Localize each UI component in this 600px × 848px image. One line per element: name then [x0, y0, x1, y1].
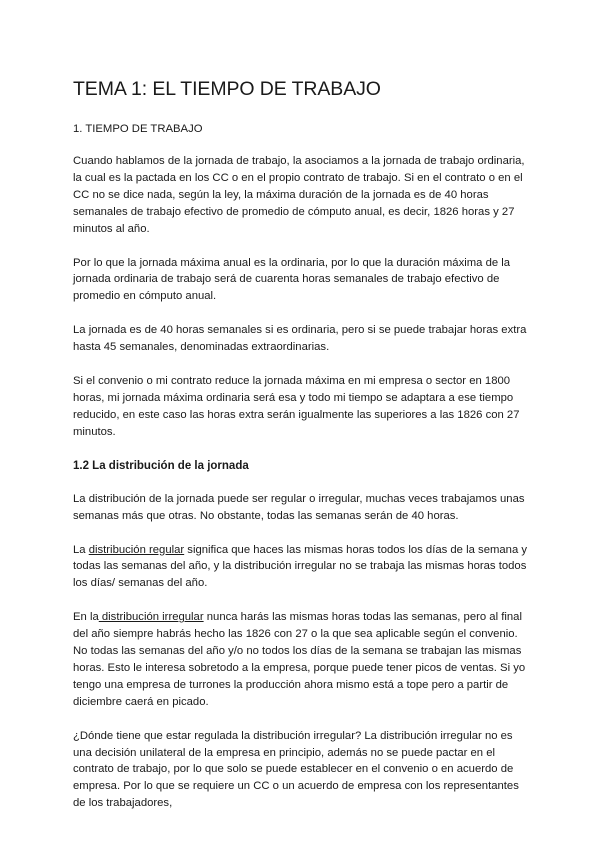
text-span: La	[73, 543, 89, 556]
text-span: nunca harás las mismas horas todas las semanas, pero al final del año siempre habrás hecho las 1826 con 27 o la que sea aplicable según el convenio. No todas las semanas del año y/o no todos los días de la semana se trabajan las mismas horas. Esto le interesa sobretodo a la empresa, porque puede tener picos de ventas. Si yo tengo una empresa de turrones la producción ahora mismo está a tope pero a partir de diciembre caerá en picado.	[73, 611, 526, 708]
text-span: significa que haces las mismas horas todos los días de la semana y todas las semanas del año, y la distribución irregular no se trabaja las mismas horas todos los días/ semanas del año.	[73, 543, 528, 590]
paragraph-jornada-maxima: Por lo que la jornada máxima anual es la ordinaria, por lo que la duración máxima de la jornada ordinaria de trabajo será de cuarenta horas semanales de trabajo efectivo de promedio en cómputo anual.	[73, 256, 511, 303]
section-title-tiempo-de-trabajo: 1. TIEMPO DE TRABAJO	[73, 123, 203, 135]
section-heading-distribucion: 1.2 La distribución de la jornada	[73, 459, 249, 472]
underlined-term-distribucion-irregular: distribución irregular	[98, 611, 204, 624]
paragraph-jornada-ordinaria: Cuando hablamos de la jornada de trabajo, la asociamos a la jornada de trabajo ordinaria, la cual es la pactada en los CC o en el propio contrato de trabajo. Si en el contrato o en el CC no se dice nada, según la ley, la máxima duración de la jornada es de 40 horas semanales de trabajo efectivo de promedio de cómputo anual, es decir, 1826 horas y 27 minutos al año.	[73, 155, 525, 235]
paragraph-convenio-reduccion: Si el convenio o mi contrato reduce la jornada máxima en mi empresa o sector en 1800 horas, mi jornada máxima ordinaria será esa y todo mi tiempo se adaptara a ese tiempo reducido, en este caso las horas extra serán igualmente las superiores a las 1826 con 27 minutos.	[73, 375, 520, 438]
paragraph-horas-extra: La jornada es de 40 horas semanales si es ordinaria, pero si se puede trabajar horas extra hasta 45 semanales, denominadas extraordinarias.	[73, 324, 527, 354]
paragraph-distribucion-regular	[73, 542, 531, 593]
document-page	[73, 76, 531, 829]
document-title: TEMA 1: EL TIEMPO DE TRABAJO	[73, 78, 381, 100]
paragraph-distribucion-irregular	[73, 609, 531, 710]
paragraph-regulacion-irregular: ¿Dónde tiene que estar regulada la distribución irregular? La distribución irregular no es una decisión unilateral de la empresa en principio, además no se puede pactar en el contrato de trabajo, por lo que solo se puede establecer en el convenio o en acuerdo de empresa. Por lo que se requiere un CC o un acuerdo de empresa con los representantes de los trabajadores,	[73, 729, 519, 810]
underlined-term-distribucion-regular: distribución regular	[88, 543, 185, 556]
paragraph-distribucion-intro: La distribución de la jornada puede ser regular o irregular, muchas veces trabajamos unas semanas más que otras. No obstante, todas las semanas serán de 40 horas.	[73, 492, 525, 522]
text-span: En la	[73, 611, 99, 624]
